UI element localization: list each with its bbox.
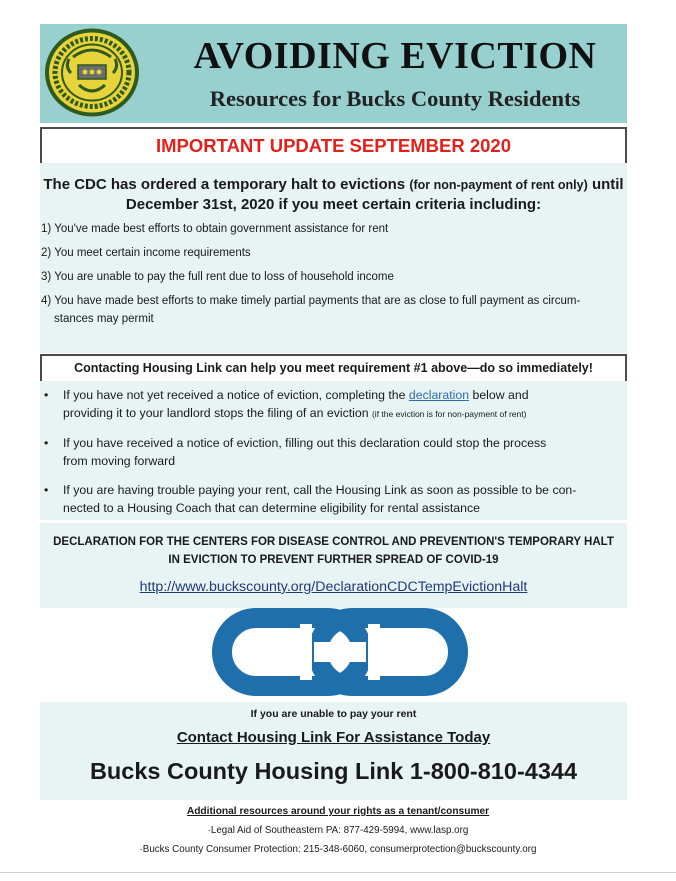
- declaration-title-line2: IN EVICTION TO PREVENT FURTHER SPREAD OF COVID-19: [168, 554, 499, 566]
- bullet-dot-icon: •: [44, 388, 49, 402]
- criteria-item: [41, 220, 626, 238]
- criteria-text: 3) You are unable to pay the full rent due to loss of household income: [41, 271, 394, 283]
- criteria-item: [41, 292, 626, 328]
- cdc-order-note: (for non-payment of rent only): [409, 178, 588, 192]
- cdc-order-part2: until: [587, 176, 624, 193]
- page-bottom-divider: [0, 872, 676, 873]
- bullet-item: [40, 481, 627, 517]
- criteria-text: 4) You have made best efforts to make timely partial payments that are as close to full payment as circum-: [41, 295, 581, 307]
- criteria-text: 1) You've made best efforts to obtain government assistance for rent: [41, 223, 389, 235]
- declaration-panel: [40, 523, 627, 608]
- declaration-link[interactable]: declaration: [408, 388, 470, 402]
- eviction-bullets-panel: [40, 381, 627, 520]
- housing-link-phone[interactable]: Bucks County Housing Link 1-800-810-4344: [89, 758, 578, 784]
- criteria-list: [41, 220, 626, 334]
- page-subtitle: Resources for Bucks County Residents: [209, 86, 581, 111]
- cdc-criteria-panel: [40, 163, 627, 353]
- bullet-text: from moving forward: [63, 454, 176, 468]
- header-banner: [40, 24, 627, 123]
- unable-to-pay-text: If you are unable to pay your rent: [250, 708, 417, 720]
- bullet-text: nected to a Housing Coach that can determine eligibility for rental assistance: [63, 501, 480, 515]
- page-title: AVOIDING EVICTION: [193, 35, 597, 77]
- declaration-title-line1: DECLARATION FOR THE CENTERS FOR DISEASE CONTROL AND PREVENTION'S TEMPORARY HALT: [53, 536, 614, 548]
- criteria-text: 2) You meet certain income requirements: [41, 247, 251, 259]
- criteria-item: [41, 244, 626, 262]
- important-update-text: IMPORTANT UPDATE SEPTEMBER 2020: [156, 135, 511, 156]
- contact-panel: [40, 702, 627, 800]
- cdc-order-text: [40, 175, 627, 215]
- bullet-text: providing it to your landlord stops the filing of an eviction: [63, 406, 372, 420]
- bullet-text: If you have received a notice of eviction, filling out this declaration could stop the process: [63, 436, 547, 450]
- cdc-order-part1: The CDC has ordered a temporary halt to evictions: [43, 176, 410, 193]
- contact-housing-link-box: Contacting Housing Link can help you meet requirement #1 above—do so immediately!: [40, 354, 627, 383]
- bullet-text: If you are having trouble paying your rent, call the Housing Link as soon as possible to be con-: [63, 483, 577, 497]
- bullet-text: If you have not yet received a notice of eviction, completing the: [63, 388, 409, 402]
- bullet-dot-icon: •: [44, 436, 49, 450]
- criteria-text-continued: stances may permit: [54, 313, 154, 325]
- criteria-item: [41, 268, 626, 286]
- important-update-box: [40, 127, 627, 165]
- declaration-url-link[interactable]: http://www.buckscounty.org/DeclarationCDCTempEvictionHalt: [139, 579, 528, 595]
- chain-link-icon: [210, 604, 470, 700]
- bullet-dot-icon: •: [44, 483, 49, 497]
- bullet-item: [40, 434, 627, 470]
- declaration-title: [40, 533, 627, 569]
- additional-resources: [0, 804, 676, 858]
- bullet-text: below and: [469, 388, 529, 402]
- bucks-county-seal-icon: [43, 27, 141, 118]
- contact-today-heading: Contact Housing Link For Assistance Today: [176, 729, 491, 746]
- bullet-small-note: (if the eviction is for non-payment of rent): [371, 409, 527, 419]
- resource-legal-aid: ·Legal Aid of Southeastern PA: 877-429-5994, www.lasp.org: [207, 825, 469, 836]
- cdc-order-part3: December 31st, 2020 if you meet certain criteria including:: [125, 196, 542, 213]
- bullet-item: [40, 386, 627, 423]
- resource-consumer-protection: ·Bucks County Consumer Protection: 215-348-6060, consumerprotection@buckscounty.org: [139, 844, 537, 855]
- resources-title: Additional resources around your rights as a tenant/consumer: [186, 806, 490, 817]
